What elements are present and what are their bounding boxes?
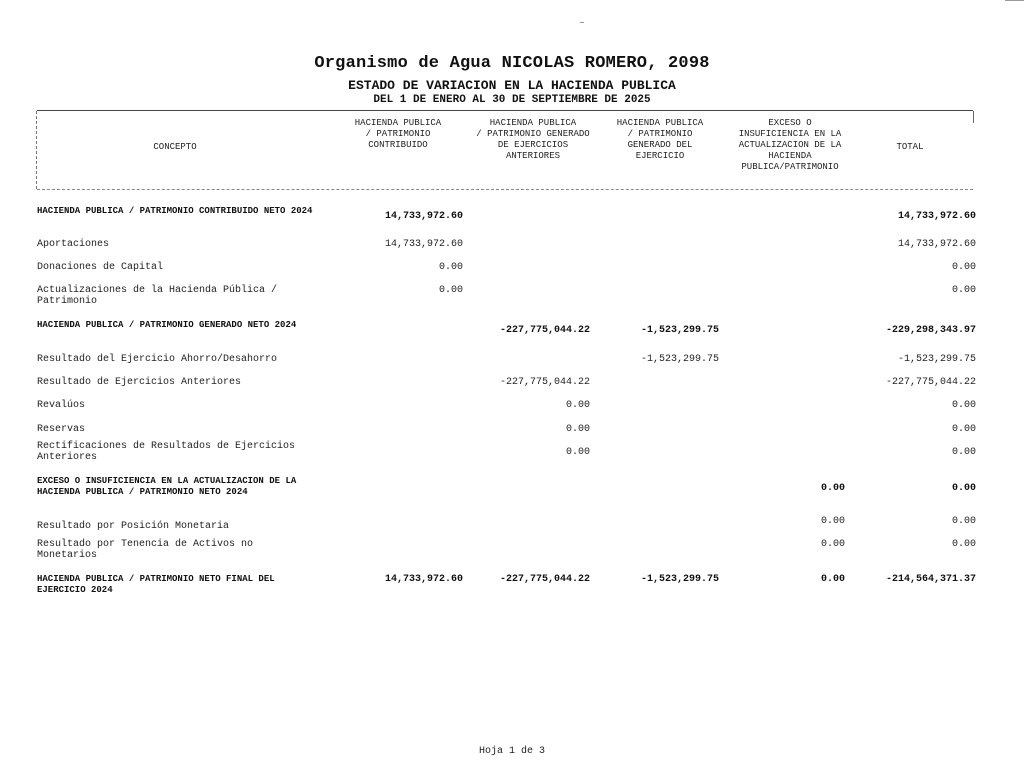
row-value-contribuido: 0.00 bbox=[438, 285, 463, 296]
scan-mark-corner bbox=[1005, 0, 1024, 3]
row-label: Resultado por Tenencia de Activos no Monetarios bbox=[37, 539, 254, 561]
row-value-ejercicios-anteriores: -227,775,044.22 bbox=[499, 377, 590, 388]
row-label: HACIENDA PUBLICA / PATRIMONIO NETO FINAL DEL EJERCICIO 2024 bbox=[37, 574, 275, 595]
row-value-del-ejercicio: -1,523,299.75 bbox=[640, 354, 719, 365]
row-value-ejercicios-anteriores: 0.00 bbox=[565, 447, 590, 458]
row-label: Actualizaciones de la Hacienda Pública / Patrimonio bbox=[37, 285, 278, 307]
row-value-del-ejercicio: -1,523,299.75 bbox=[640, 574, 719, 585]
report-period: DEL 1 DE ENERO AL 30 DE SEPTIEMBRE DE 2025 bbox=[373, 94, 651, 106]
row-value-total: 0.00 bbox=[951, 516, 976, 527]
row-label: Revalúos bbox=[37, 400, 86, 411]
col-header-exceso-insuficiencia: EXCESO O INSUFICIENCIA EN LA ACTUALIZACION DE LA HACIENDA PUBLICA/PATRIMONIO bbox=[738, 118, 842, 172]
row-label: Reservas bbox=[37, 424, 86, 435]
row-value-ejercicios-anteriores: 0.00 bbox=[565, 400, 590, 411]
row-value-ejercicios-anteriores: 0.00 bbox=[565, 424, 590, 435]
row-value-contribuido: 14,733,972.60 bbox=[384, 574, 463, 585]
row-value-total: 14,733,972.60 bbox=[897, 239, 976, 250]
col-header-concepto: CONCEPTO bbox=[153, 142, 197, 152]
row-label: HACIENDA PUBLICA / PATRIMONIO GENERADO NETO 2024 bbox=[37, 320, 297, 330]
row-value-total: 0.00 bbox=[951, 400, 976, 411]
row-value-contribuido: 14,733,972.60 bbox=[384, 239, 463, 250]
row-value-total: 14,733,972.60 bbox=[897, 211, 976, 222]
col-header-ejercicios-anteriores: HACIENDA PUBLICA / PATRIMONIO GENERADO DE EJERCICIOS ANTERIORES bbox=[476, 118, 590, 161]
col-header-contribuido: HACIENDA PUBLICA / PATRIMONIO CONTRIBUIDO bbox=[354, 118, 442, 150]
row-value-total: -214,564,371.37 bbox=[885, 574, 976, 585]
row-value-ejercicios-anteriores: -227,775,044.22 bbox=[499, 574, 590, 585]
row-value-total: 0.00 bbox=[951, 483, 976, 494]
header-box-right-edge bbox=[972, 111, 974, 123]
report-title: ESTADO DE VARIACION EN LA HACIENDA PUBLICA bbox=[348, 78, 676, 93]
row-value-total: 0.00 bbox=[951, 262, 976, 273]
col-header-del-ejercicio: HACIENDA PUBLICA / PATRIMONIO GENERADO DEL EJERCICIO bbox=[616, 118, 704, 161]
row-value-del-ejercicio: -1,523,299.75 bbox=[640, 325, 719, 336]
row-value-exceso: 0.00 bbox=[820, 516, 845, 527]
row-value-exceso: 0.00 bbox=[820, 574, 845, 585]
row-value-total: 0.00 bbox=[951, 285, 976, 296]
row-label: Resultado por Posición Monetaria bbox=[37, 521, 230, 532]
row-value-total: 0.00 bbox=[951, 539, 976, 550]
row-label: HACIENDA PUBLICA / PATRIMONIO CONTRIBUIDO NETO 2024 bbox=[37, 206, 313, 216]
row-value-total: 0.00 bbox=[951, 424, 976, 435]
row-label: Resultado de Ejercicios Anteriores bbox=[37, 377, 242, 388]
row-label: Aportaciones bbox=[37, 239, 110, 250]
row-value-total: -229,298,343.97 bbox=[885, 325, 976, 336]
header-box-left-edge bbox=[36, 111, 38, 189]
row-value-exceso: 0.00 bbox=[820, 483, 845, 494]
row-label: Resultado del Ejercicio Ahorro/Desahorro bbox=[37, 354, 278, 365]
row-value-exceso: 0.00 bbox=[820, 539, 845, 550]
row-value-total: -1,523,299.75 bbox=[897, 354, 976, 365]
row-value-total: -227,775,044.22 bbox=[885, 377, 976, 388]
row-label: Rectificaciones de Resultados de Ejercicios Anteriores bbox=[37, 441, 296, 463]
col-header-total: TOTAL bbox=[896, 142, 924, 152]
row-value-total: 0.00 bbox=[951, 447, 976, 458]
row-value-contribuido: 0.00 bbox=[438, 262, 463, 273]
document-title: Organismo de Agua NICOLAS ROMERO, 2098 bbox=[314, 54, 710, 73]
row-label: Donaciones de Capital bbox=[37, 262, 164, 273]
row-value-contribuido: 14,733,972.60 bbox=[384, 211, 463, 222]
page-number: Hoja 1 de 3 bbox=[478, 746, 545, 757]
row-label: EXCESO O INSUFICIENCIA EN LA ACTUALIZACION DE LA HACIENDA PUBLICA / PATRIMONIO NETO 2024 bbox=[37, 476, 297, 497]
scan-mark bbox=[580, 22, 584, 23]
row-value-ejercicios-anteriores: -227,775,044.22 bbox=[499, 325, 590, 336]
